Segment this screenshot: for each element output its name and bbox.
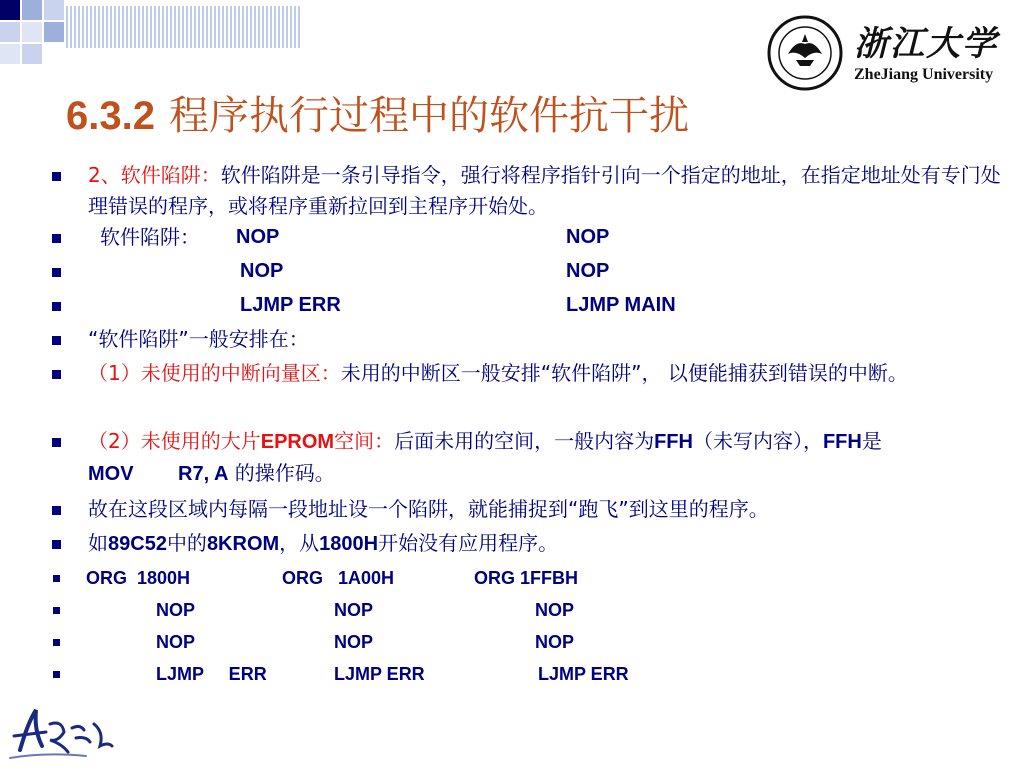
list-item [48,494,1018,528]
code-cell: LJMP ERR [156,664,267,684]
code-cell: LJMP ERR [240,294,341,316]
item-text: 中的 [166,531,207,555]
bullet-icon [52,370,61,379]
code-cell: NOP [535,632,575,652]
code-cell: NOP [566,226,610,248]
deco-square [44,0,64,20]
list-item [48,160,1018,222]
bullet-icon [52,302,61,311]
item-lead: 2、软件陷阱： [88,163,221,187]
bullet-icon [52,234,61,243]
code-cell: NOP [156,632,196,652]
item-text: 开始没有应用程序。 [378,531,559,555]
code-cell: NOP [236,226,280,248]
deco-square [44,22,64,42]
section-number: 6.3.2 [66,94,155,138]
logo-english-name: ZheJiang University [854,66,994,83]
bullet-icon [53,607,60,614]
list-item [48,562,1018,594]
bullet-icon [53,639,60,646]
item-lead: 空间： [334,429,395,453]
deco-square [0,0,20,20]
code-cell: NOP [566,260,610,282]
bullet-icon [52,336,61,345]
title-text: 程序执行过程中的软件抗干扰 [168,93,689,139]
calligraphy-logo-icon [6,702,116,764]
item-text: 8KROM [206,533,280,555]
item-lead: （2）未使用的大片 [88,429,261,453]
item-lead: （1）未使用的中断向量区： [88,361,341,385]
bullet-icon [52,540,61,549]
list-item [48,324,1018,358]
list-item [48,594,1018,626]
bullet-icon [52,268,61,277]
item-text: 故在这段区域内每隔一段地址设一个陷阱，就能捕捉到“跑飞”到这里的程序。 [88,497,769,521]
list-item [48,426,1018,494]
item-body: 未用的中断区一般安排“软件陷阱”， 以便能捕获到错误的中断。 [340,361,908,385]
code-cell: NOP [334,632,374,652]
bullet-icon [52,172,61,181]
item-body: （未写内容）， [692,429,823,453]
list-item [48,290,1018,324]
item-body: 的操作码。 [228,461,335,485]
item-text: 1800H [319,533,379,555]
bullet-icon [52,438,61,447]
code-cell: NOP [334,600,374,620]
bullet-icon [53,671,60,678]
bullet-icon [53,575,60,582]
code-cell: NOP [535,600,575,620]
item-body: FFH [654,431,693,453]
page-title [66,84,689,141]
code-cell: NOP [156,600,196,620]
item-text: ，从 [279,531,320,555]
code-cell: NOP [240,260,284,282]
item-text: “软件陷阱”一般安排在： [88,327,309,351]
item-body: 是 [861,429,882,453]
bullet-icon [52,506,61,515]
deco-square [0,22,20,42]
code-cell: LJMP MAIN [566,294,676,316]
deco-square [22,0,42,20]
list-item [48,658,1018,690]
code-label: 软件陷阱： [100,225,200,249]
logo-chinese-name: 浙江大学 [854,24,998,64]
deco-square [0,44,20,64]
deco-bar [66,6,300,48]
list-item [48,256,1018,290]
code-cell: ORG 1A00H [282,568,395,588]
corner-decoration [0,0,300,70]
list-item [48,358,1018,426]
item-body: 后面未用的空间，一般内容为 [394,429,655,453]
item-body: MOV R7, A [88,463,229,485]
deco-square [22,44,42,64]
item-body: 软件陷阱是一条引导指令，强行将程序指针引向一个指定的地址，在指定地址处有专门处理错误的程序，或将程序重新拉回到主程序开始处。 [88,163,1001,218]
item-text: 如 [88,531,108,555]
university-logo [766,14,1016,94]
list-item [48,528,1018,562]
list-item [48,626,1018,658]
slide-content [48,160,1018,690]
list-item [48,222,1018,256]
code-cell: LJMP ERR [538,664,629,684]
item-lead: EPROM [260,431,335,453]
code-cell: LJMP ERR [334,664,425,684]
item-text: 89C52 [108,533,167,555]
item-body: FFH [822,431,862,453]
seal-icon [766,14,844,92]
deco-square [22,22,42,42]
code-cell: ORG 1800H [86,568,191,588]
code-cell: ORG 1FFBH [474,568,579,588]
